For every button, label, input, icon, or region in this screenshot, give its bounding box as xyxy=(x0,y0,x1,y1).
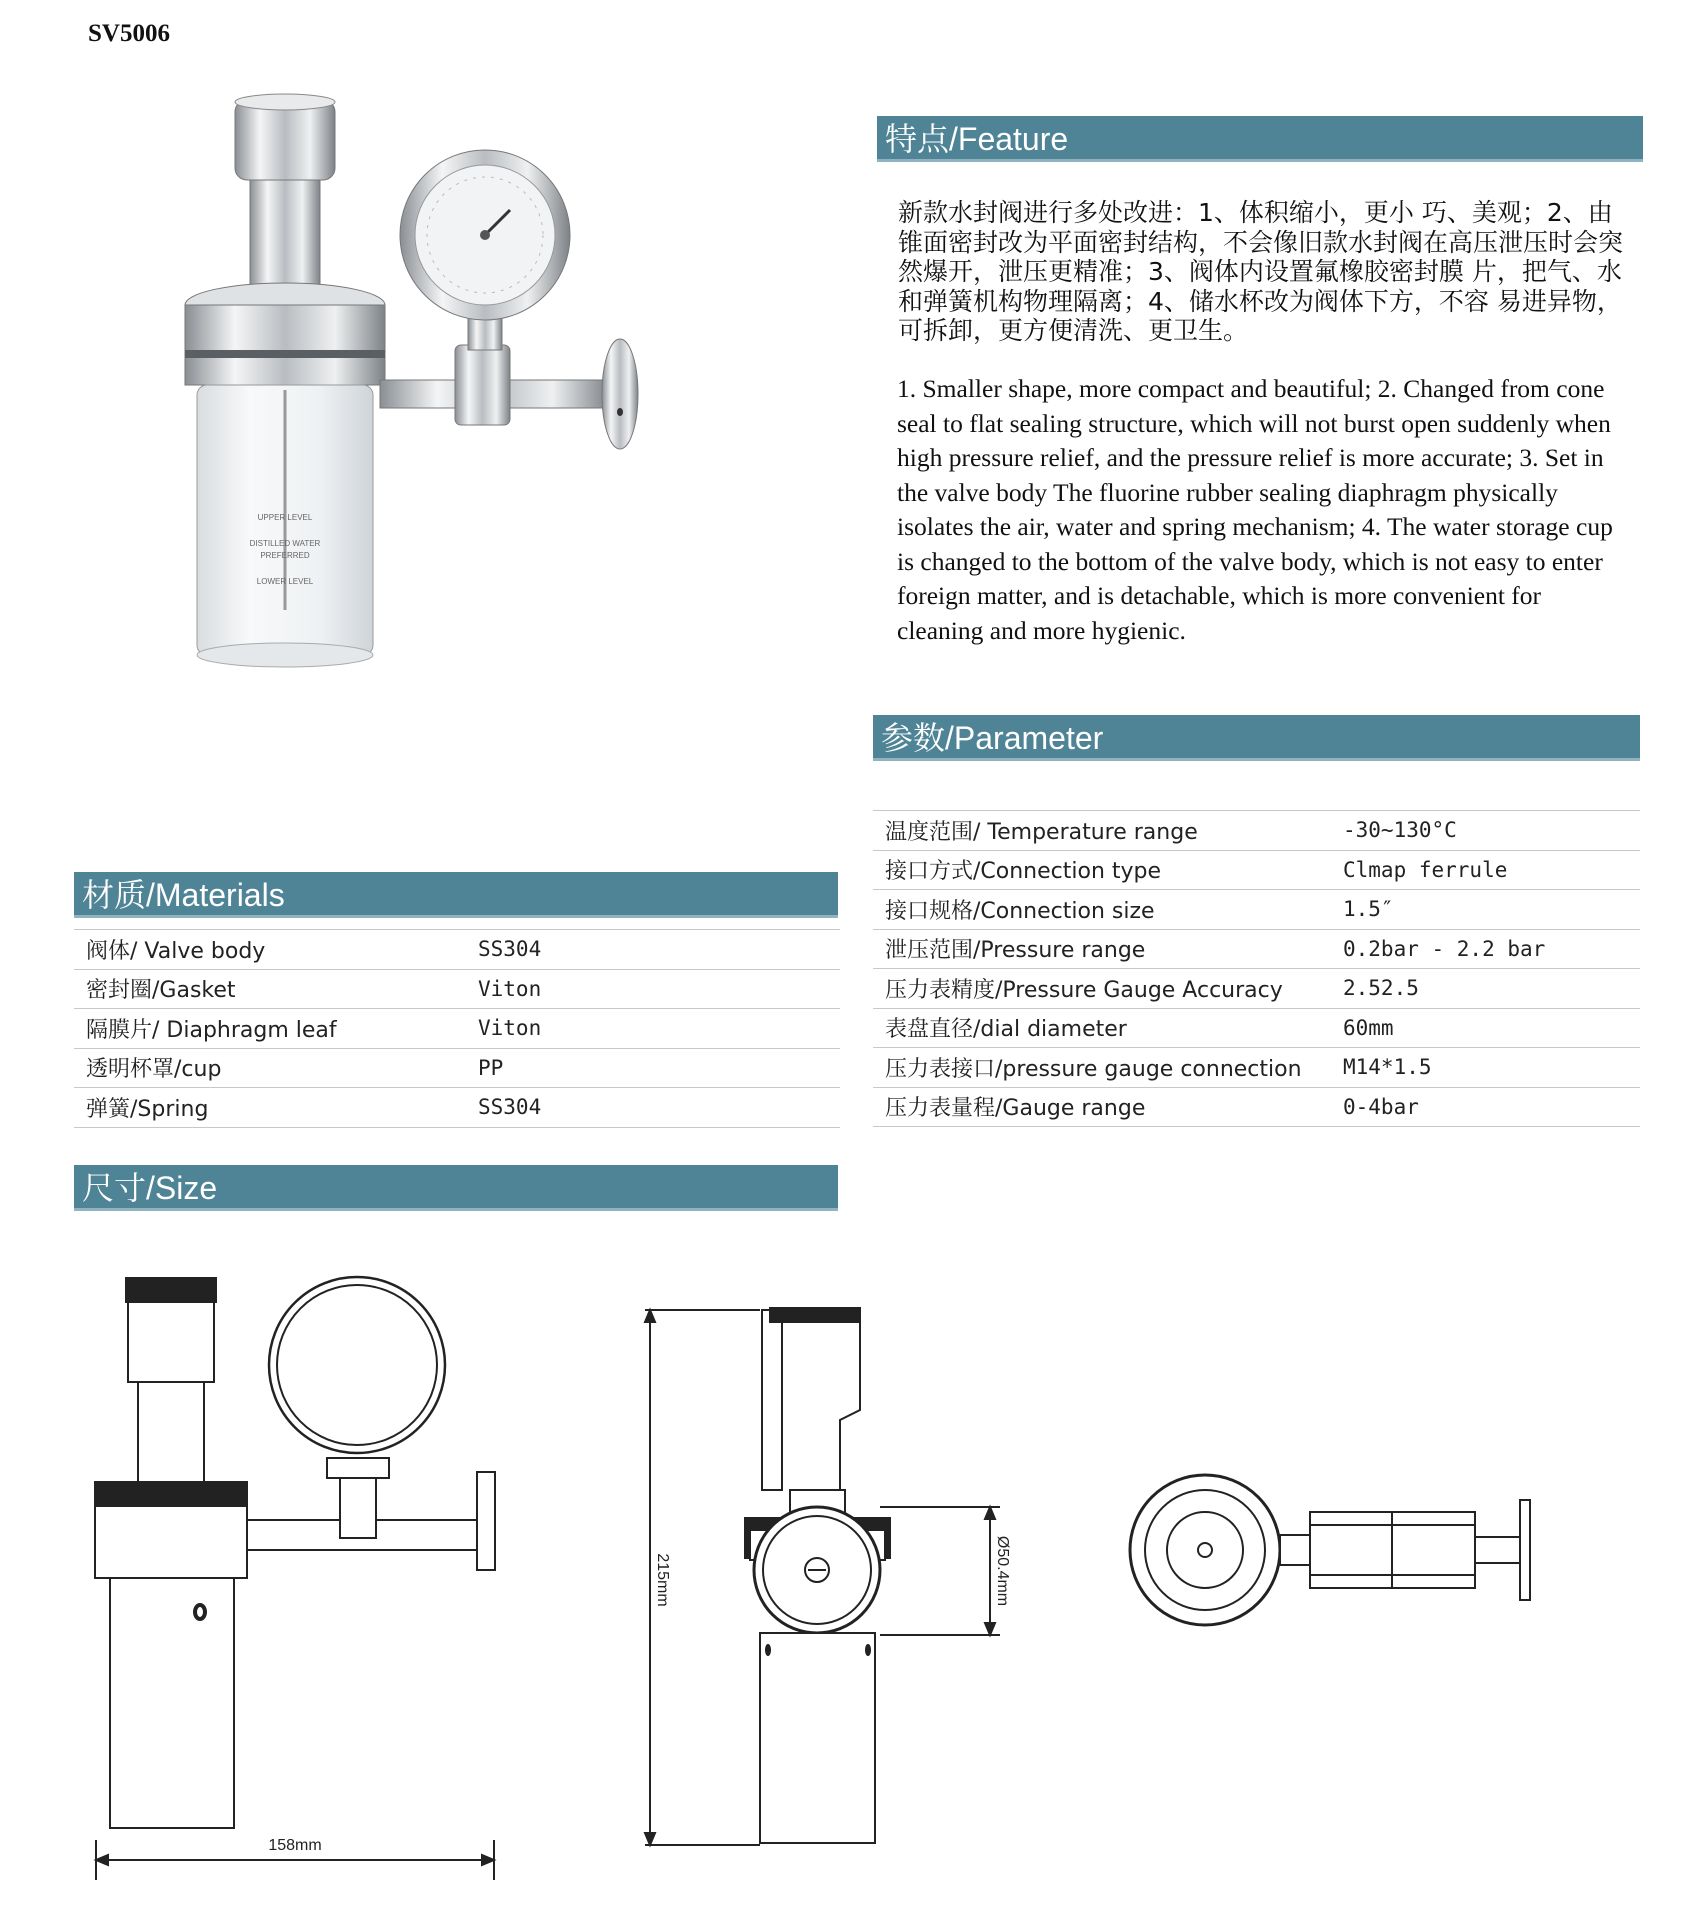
parameter-label: 压力表接口/pressure gauge connection xyxy=(873,1048,1331,1088)
materials-label: 弹簧/Spring xyxy=(74,1088,466,1128)
parameter-row xyxy=(873,1008,1640,1048)
cup-label-upper: UPPER LEVEL xyxy=(257,513,313,522)
size-drawings xyxy=(0,1250,1687,1920)
height-dimension: 215mm xyxy=(654,1553,671,1607)
model-title: SV5006 xyxy=(88,20,170,47)
parameter-table xyxy=(873,810,1640,1127)
parameter-value: 2.52.5 xyxy=(1331,969,1640,1009)
parameter-value: 1.5″ xyxy=(1331,890,1640,930)
materials-value: Viton xyxy=(466,1009,840,1049)
top-view-drawing xyxy=(1130,1475,1530,1625)
materials-row xyxy=(74,1009,840,1049)
parameter-label: 压力表精度/Pressure Gauge Accuracy xyxy=(873,969,1331,1009)
size-banner: 尺寸/Size xyxy=(74,1165,838,1211)
materials-row xyxy=(74,930,840,970)
materials-label: 密封圈/Gasket xyxy=(74,969,466,1009)
parameter-row xyxy=(873,929,1640,969)
materials-row xyxy=(74,969,840,1009)
feature-text-cn: 新款水封阀进行多处改进：1、体积缩小，更小 巧、美观；2、由锥面密封改为平面密封结构，不会像旧款水封阀在高压泄压时会突然爆开，泄压更精准；3、阀体内设置氟橡胶密封膜 片，把气、水和弹簧机构物理隔离；4、储水杯改为阀体下方，不容 易进异物，可拆卸，更方便清洗、更卫生。 xyxy=(898,198,1624,345)
parameter-row xyxy=(873,1087,1640,1127)
cup-label-lower: LOWER LEVEL xyxy=(256,577,314,586)
cup-label-preferred: PREFERRED xyxy=(260,551,310,560)
parameter-label: 接口规格/Connection size xyxy=(873,890,1331,930)
parameter-value: Clmap ferrule xyxy=(1331,850,1640,890)
parameter-banner: 参数/Parameter xyxy=(873,715,1640,761)
parameter-value: 0.2bar - 2.2 bar xyxy=(1331,929,1640,969)
materials-value: SS304 xyxy=(466,930,840,970)
materials-row xyxy=(74,1048,840,1088)
parameter-label: 压力表量程/Gauge range xyxy=(873,1087,1331,1127)
parameter-row xyxy=(873,890,1640,930)
materials-value: PP xyxy=(466,1048,840,1088)
parameter-label: 表盘直径/dial diameter xyxy=(873,1008,1331,1048)
parameter-value: 0-4bar xyxy=(1331,1087,1640,1127)
feature-banner: 特点/Feature xyxy=(877,116,1643,162)
front-view-drawing xyxy=(95,1277,495,1880)
materials-row xyxy=(74,1088,840,1128)
side-view-drawing xyxy=(645,1308,1011,1845)
feature-text-en: 1. Smaller shape, more compact and beautiful; 2. Changed from cone seal to flat sealing structure, which will not burst open suddenly when high pressure relief, and the pressure relief is more accurate; 3. Set in the valve body The fluorine rubber sealing diaphragm physically isolates the air, water and spring mechanism; 4. The water storage cup is changed to the bottom of the valve body, which is not easy to enter foreign matter, and is detachable, which is more convenient for cleaning and more hygienic. xyxy=(897,374,1613,645)
materials-table xyxy=(74,929,840,1128)
diameter-dimension: Ø50.4mm xyxy=(994,1535,1011,1607)
parameter-row xyxy=(873,811,1640,851)
cup-label-distilled: DISTILLED WATER xyxy=(249,539,321,548)
materials-banner: 材质/Materials xyxy=(74,872,838,918)
materials-label: 阀体/ Valve body xyxy=(74,930,466,970)
materials-label: 隔膜片/ Diaphragm leaf xyxy=(74,1009,466,1049)
parameter-value: 60mm xyxy=(1331,1008,1640,1048)
materials-label: 透明杯罩/cup xyxy=(74,1048,466,1088)
parameter-label: 接口方式/Connection type xyxy=(873,850,1331,890)
parameter-label: 温度范围/ Temperature range xyxy=(873,811,1331,851)
parameter-value: -30~130°C xyxy=(1331,811,1640,851)
width-dimension: 158mm xyxy=(268,1837,322,1854)
parameter-row xyxy=(873,969,1640,1009)
product-image xyxy=(180,90,680,690)
parameter-label: 泄压范围/Pressure range xyxy=(873,929,1331,969)
parameter-value: M14*1.5 xyxy=(1331,1048,1640,1088)
materials-value: SS304 xyxy=(466,1088,840,1128)
materials-value: Viton xyxy=(466,969,840,1009)
parameter-row xyxy=(873,1048,1640,1088)
parameter-row xyxy=(873,850,1640,890)
